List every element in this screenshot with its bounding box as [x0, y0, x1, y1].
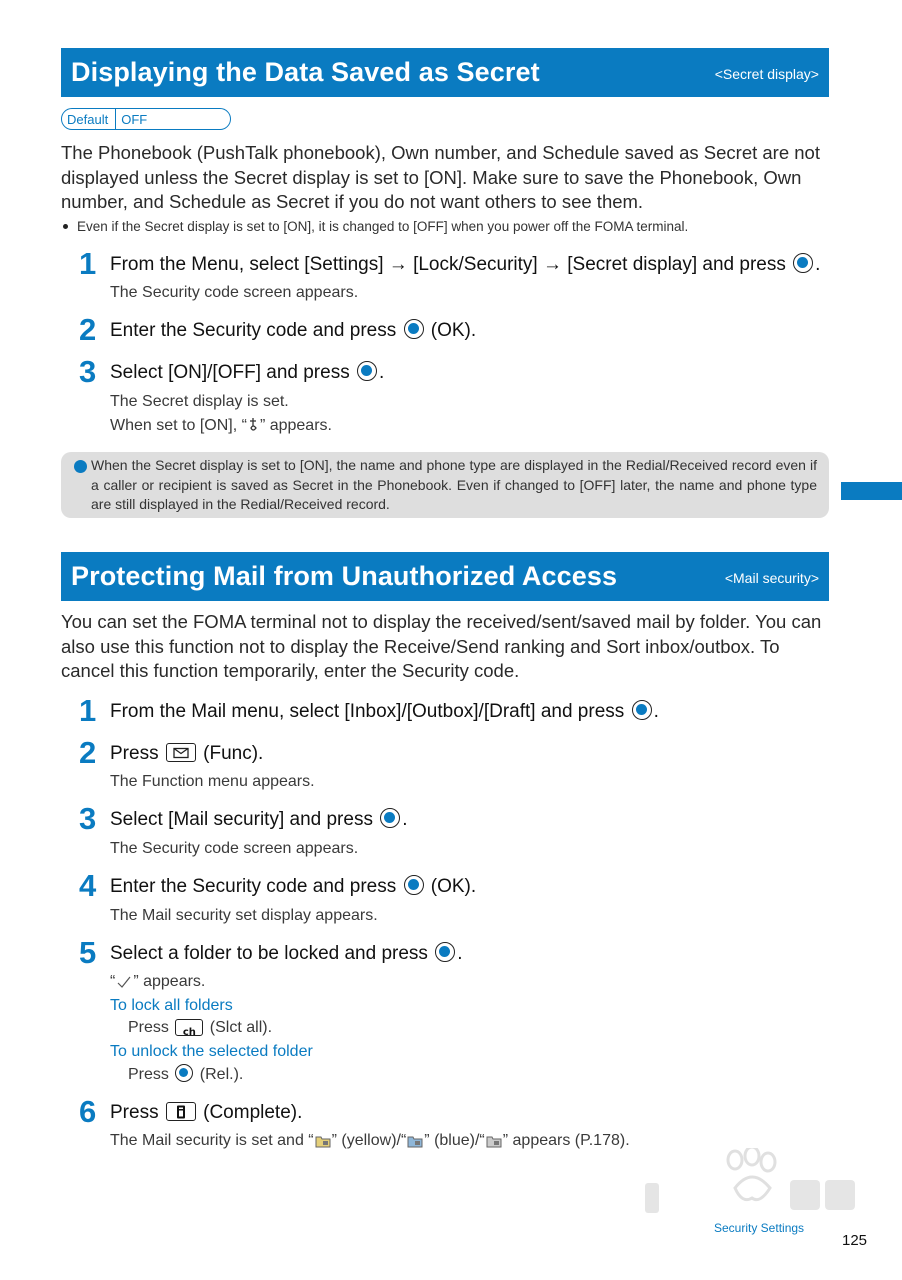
section-header-secret-display: [61, 48, 829, 97]
page-number: 125: [842, 1232, 868, 1249]
footer-section-label: Security Settings: [714, 1221, 805, 1235]
center-key-icon: [632, 700, 652, 720]
step-result: The Mail security set display appears.: [110, 907, 378, 924]
bullet-note: [61, 218, 829, 236]
option-heading: To lock all folders: [110, 997, 233, 1014]
arrow-icon: →: [542, 254, 562, 275]
bullet-text: Even if the Secret display is set to [ON], it is changed to [OFF] when you power off the FOMA terminal.: [77, 219, 689, 234]
step-number: 2: [79, 312, 97, 347]
locked-folder-icon: [486, 1134, 502, 1148]
bullet-dot: [63, 224, 68, 229]
secret-display-icon: [248, 417, 259, 433]
ch-key-icon: ch: [175, 1019, 203, 1036]
section-title: Displaying the Data Saved as Secret: [71, 57, 540, 87]
step-text: Press (Complete).: [110, 1102, 303, 1123]
checkmark-icon: [116, 975, 132, 989]
option-text: Press (Rel.).: [128, 1066, 244, 1083]
step-number: 3: [79, 354, 97, 389]
step-result: The Security code screen appears.: [110, 840, 359, 857]
step-number: 2: [79, 735, 97, 770]
step-text: Select [Mail security] and press .: [110, 809, 408, 830]
option-text: Press ch (Slct all).: [128, 1019, 273, 1038]
step-result: The Function menu appears.: [110, 773, 315, 790]
step-number: 5: [79, 935, 97, 970]
center-key-icon: [404, 875, 424, 895]
default-value: OFF: [121, 111, 148, 127]
section-intro: You can set the FOMA terminal not to display the received/sent/saved mail by folder. You can also use this function not to display the Receive/Send ranking and Sort inbox/outbox. To cancel this function temporarily, enter the Security code.: [61, 611, 822, 681]
step-text: From the Menu, select [Settings] → [Lock/Security] → [Secret display] and press .: [110, 254, 821, 275]
step-result: The Mail security is set and “ ” (yellow)/“ ” (blue)/“ ” appears (P.178).: [110, 1132, 630, 1149]
center-key-icon: [357, 361, 377, 381]
center-key-icon: [435, 942, 455, 962]
mail-key-icon: [166, 743, 196, 762]
default-label: Default: [62, 109, 116, 129]
section-tag: <Secret display>: [714, 66, 819, 82]
center-key-icon: [175, 1064, 193, 1082]
chapter-tab: [841, 482, 902, 500]
step-number: 1: [79, 246, 97, 281]
step-number: 3: [79, 801, 97, 836]
step-result: The Security code screen appears.: [110, 284, 359, 301]
step-text: Enter the Security code and press (OK).: [110, 876, 477, 897]
center-key-icon: [380, 808, 400, 828]
step-number: 6: [79, 1094, 97, 1129]
step-text: Enter the Security code and press (OK).: [110, 320, 477, 341]
i-mode-key-icon: [166, 1102, 196, 1121]
step-result: When set to [ON], “ ” appears.: [110, 417, 332, 434]
step-number: 1: [79, 693, 97, 728]
step-number: 4: [79, 868, 97, 903]
section-title: Protecting Mail from Unauthorized Access: [71, 561, 618, 591]
center-key-icon: [793, 253, 813, 273]
step-text: Select [ON]/[OFF] and press .: [110, 362, 385, 383]
step-result: The Secret display is set.: [110, 393, 289, 410]
section-header-mail-security: [61, 552, 829, 601]
option-heading: To unlock the selected folder: [110, 1043, 313, 1060]
default-setting-badge: [61, 108, 231, 130]
note-dot-icon: [74, 460, 87, 473]
section-intro: The Phonebook (PushTalk phonebook), Own number, and Schedule saved as Secret are not displayed unless the Secret display is set to [ON]. Make sure to save the Phonebook, Own number, and Schedule as Secret if you do not want others to see them.: [61, 142, 820, 212]
step-text: From the Mail menu, select [Inbox]/[Outbox]/[Draft] and press .: [110, 701, 659, 722]
note-box: [61, 452, 829, 518]
step-result: “ ” appears.: [110, 973, 206, 990]
section-tag: <Mail security>: [724, 570, 819, 586]
note-text: When the Secret display is set to [ON], the name and phone type are displayed in the Redial/Received record even if a caller or recipient is saved as Secret in the Phonebook. Even if changed to [OFF] later, the name and phone type are still displayed in the Redial/Received record.: [91, 457, 817, 512]
locked-folder-blue-icon: [407, 1134, 423, 1148]
arrow-icon: →: [388, 254, 408, 275]
center-key-icon: [404, 319, 424, 339]
step-text: Press (Func).: [110, 743, 264, 764]
locked-folder-yellow-icon: [315, 1134, 331, 1148]
step-text: Select a folder to be locked and press .: [110, 943, 463, 964]
